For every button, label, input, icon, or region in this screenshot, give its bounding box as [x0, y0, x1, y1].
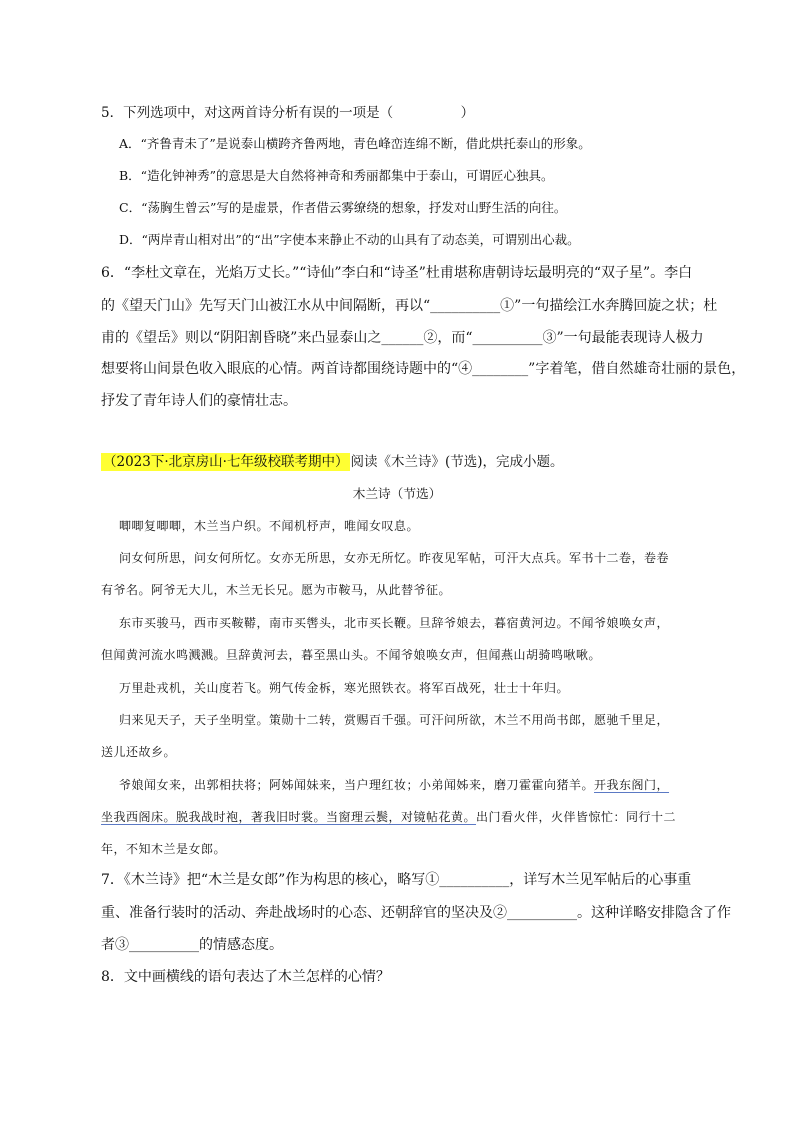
poem-last-stanza-line-2: [101, 807, 676, 827]
poem-line: 唧唧复唧唧，木兰当户织。不闻机杼声，唯闻女叹息。: [119, 519, 420, 533]
poem-line: 万里赴戎机，关山度若飞。朔气传金柝，寒光照铁衣。将军百战死，壮士十年归。: [119, 681, 570, 695]
q6-line-4: 想要将山间景色收入眼底的心情。两首诗都围绕诗题中的“④________”字着笔，借自然雄奇壮丽的景色，: [101, 361, 746, 377]
q5-option-d: D．“两岸青山相对出”的“出”字使本来静止不动的山具有了动态美，可谓别出心裁。: [119, 232, 580, 247]
poem-line: 东市买骏马，西市买鞍鞯，南市买辔头，北市买长鞭。旦辞爷娘去，暮宿黄河边。不闻爷娘唤女声，: [119, 616, 670, 630]
q7-line-2: 重、准备行装时的活动、奔赴战场时的心态、还朝辞官的坚决及②__________。这种详略安排隐含了作: [101, 905, 731, 921]
q7-line-1: 7．《木兰诗》把“木兰是女郎”作为构思的核心，略写①__________，详写木兰见军帖后的心事重: [101, 872, 692, 888]
poem-last-stanza-line-1: [119, 775, 669, 795]
source-tag: （2023下·北京房山·七年级校联考期中）: [103, 454, 349, 470]
source-instruction: 阅读《木兰诗》(节选)，完成小题。: [350, 454, 564, 470]
q5-option-a: A．“齐鲁青未了”是说泰山横跨齐鲁两地，青色峰峦连绵不断，借此烘托泰山的形象。: [119, 136, 591, 151]
poem-text: 出门看火伴，火伴皆惊忙：同行十二: [476, 810, 677, 824]
q6-line-2: 的《望天门山》先写天门山被江水从中间隔断，再以“__________①”一句描绘江水奔腾回旋之状；杜: [101, 298, 718, 314]
q6-line-3: 甫的《望岳》则以“阴阳割昏晓”来凸显泰山之______②，而“__________③”一句最能表现诗人极力: [101, 330, 704, 346]
q5-stem: 5．下列选项中，对这两首诗分析有误的一项是（ ）: [101, 105, 475, 121]
q6-line-5: 抒发了青年诗人们的豪情壮志。: [101, 393, 297, 409]
q5-option-c: C．“荡胸生曾云”写的是虚景，作者借云雾缭绕的想象，抒发对山野生活的向往。: [119, 200, 567, 215]
underlined-sentence: 坐我西阁床。脱我战时袍，著我旧时裳。当窗理云鬓，对镜帖花黄。: [101, 810, 477, 824]
q7-line-3: 者③__________的情感态度。: [101, 937, 283, 953]
q5-option-b: B．“造化钟神秀”的意思是大自然将神奇和秀丽都集中于泰山，可谓匠心独具。: [119, 168, 554, 183]
poem-line: 送儿还故乡。: [101, 745, 177, 759]
poem-text: 爷娘闻女来，出郭相扶将；阿姊闻妹来，当户理红妆；小弟闻姊来，磨刀霍霍向猪羊。: [119, 778, 595, 792]
poem-line: 归来见天子，天子坐明堂。策勋十二转，赏赐百千强。可汗问所欲，木兰不用尚书郎，愿驰千里足，: [119, 713, 670, 727]
poem-line: 有爷名。阿爷无大儿，木兰无长兄。愿为市鞍马，从此替爷征。: [101, 583, 452, 597]
q8-stem: 8．文中画横线的语句表达了木兰怎样的心情？: [101, 969, 390, 985]
poem-title: 木兰诗（节选）: [352, 486, 442, 501]
poem-line: 但闻黄河流水鸣溅溅。旦辞黄河去，暮至黑山头。不闻爷娘唤女声，但闻燕山胡骑鸣啾啾。: [101, 648, 602, 662]
q6-line-1: 6．“李杜文章在，光焰万丈长。”“诗仙”李白和“诗圣”杜甫堪称唐朝诗坛最明亮的“双子星”。李白: [101, 265, 693, 281]
poem-last-stanza-line-3: 年，不知木兰是女郎。: [101, 842, 227, 856]
underlined-sentence: 开我东阁门，: [594, 778, 670, 792]
source-line: [101, 452, 564, 472]
poem-line: 问女何所思，问女何所忆。女亦无所思，女亦无所忆。昨夜见军帖，可汗大点兵。军书十二卷，卷卷: [119, 551, 670, 565]
